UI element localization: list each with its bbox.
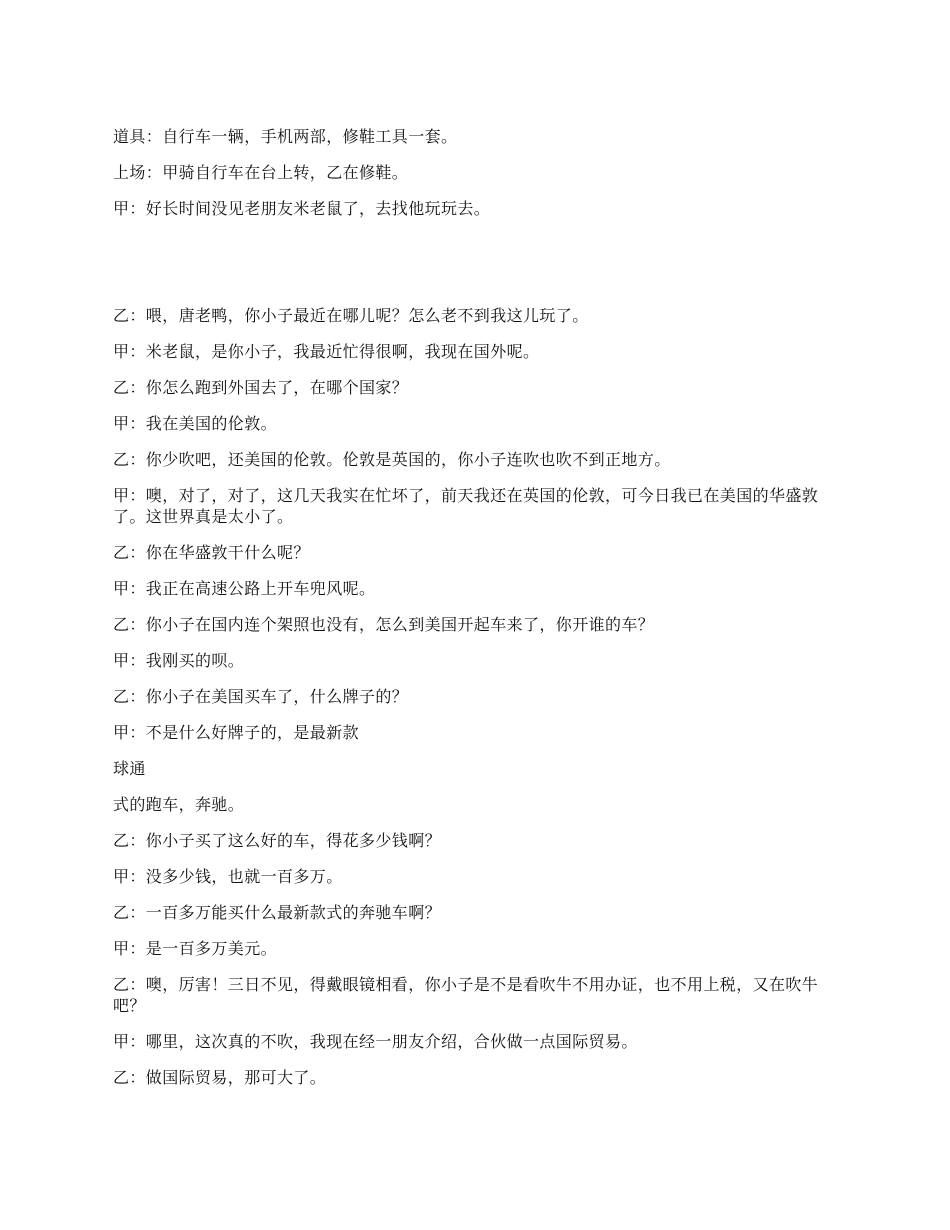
paragraph-line: 甲：我刚买的呗。 <box>113 651 245 670</box>
paragraph-line: 甲：噢，对了，对了，这几天我实在忙坏了，前天我还在英国的伦敦，可今日我已在美国的华盛敦了。这世界真是太小了。 <box>113 486 819 526</box>
paragraph-props: 道具：自行车一辆，手机两部，修鞋工具一套。 <box>113 127 458 146</box>
paragraph-line: 甲：好长时间没见老朋友米老鼠了，去找他玩玩去。 <box>113 199 491 218</box>
paragraph-line: 乙：噢，厉害！三日不见，得戴眼镜相看，你小子是不是看吹牛不用办证，也不用上税，又在吹牛吧？ <box>113 975 819 1015</box>
paragraph-line: 乙：一百多万能买什么最新款式的奔驰车啊？ <box>113 903 442 922</box>
paragraph-line: 乙：你在华盛敦干什么呢？ <box>113 543 310 562</box>
paragraph-line: 乙：你小子买了这么好的车，得花多少钱啊？ <box>113 831 442 850</box>
paragraph-line: 乙：做国际贸易，那可大了。 <box>113 1068 327 1087</box>
paragraph-line: 甲：我正在高速公路上开车兜风呢。 <box>113 579 376 598</box>
paragraph-line: 甲：哪里，这次真的不吹，我现在经一朋友介绍，合伙做一点国际贸易。 <box>113 1032 638 1051</box>
paragraph-stage-entry: 上场：甲骑自行车在台上转，乙在修鞋。 <box>113 163 409 182</box>
paragraph-line: 甲：我在美国的伦敦。 <box>113 414 278 433</box>
paragraph-line: 乙：你少吹吧，还美国的伦敦。伦敦是英国的，你小子连吹也吹不到正地方。 <box>113 450 671 469</box>
paragraph-line: 球通 <box>113 759 146 778</box>
paragraph-line: 乙：你小子在美国买车了，什么牌子的？ <box>113 687 409 706</box>
paragraph-line: 乙：喂，唐老鸭，你小子最近在哪儿呢？怎么老不到我这儿玩了。 <box>113 306 589 325</box>
paragraph-line: 乙：你小子在国内连个架照也没有，怎么到美国开起车来了，你开谁的车？ <box>113 615 655 634</box>
paragraph-line: 甲：米老鼠，是你小子，我最近忙得很啊，我现在国外呢。 <box>113 342 540 361</box>
paragraph-line: 甲：不是什么好牌子的，是最新款 <box>113 723 360 742</box>
paragraph-line: 甲：是一百多万美元。 <box>113 939 278 958</box>
paragraph-line: 乙：你怎么跑到外国去了，在哪个国家？ <box>113 378 409 397</box>
paragraph-line: 式的跑车，奔驰。 <box>113 795 245 814</box>
paragraph-line: 甲：没多少钱，也就一百多万。 <box>113 867 343 886</box>
document-body <box>113 126 843 1103</box>
